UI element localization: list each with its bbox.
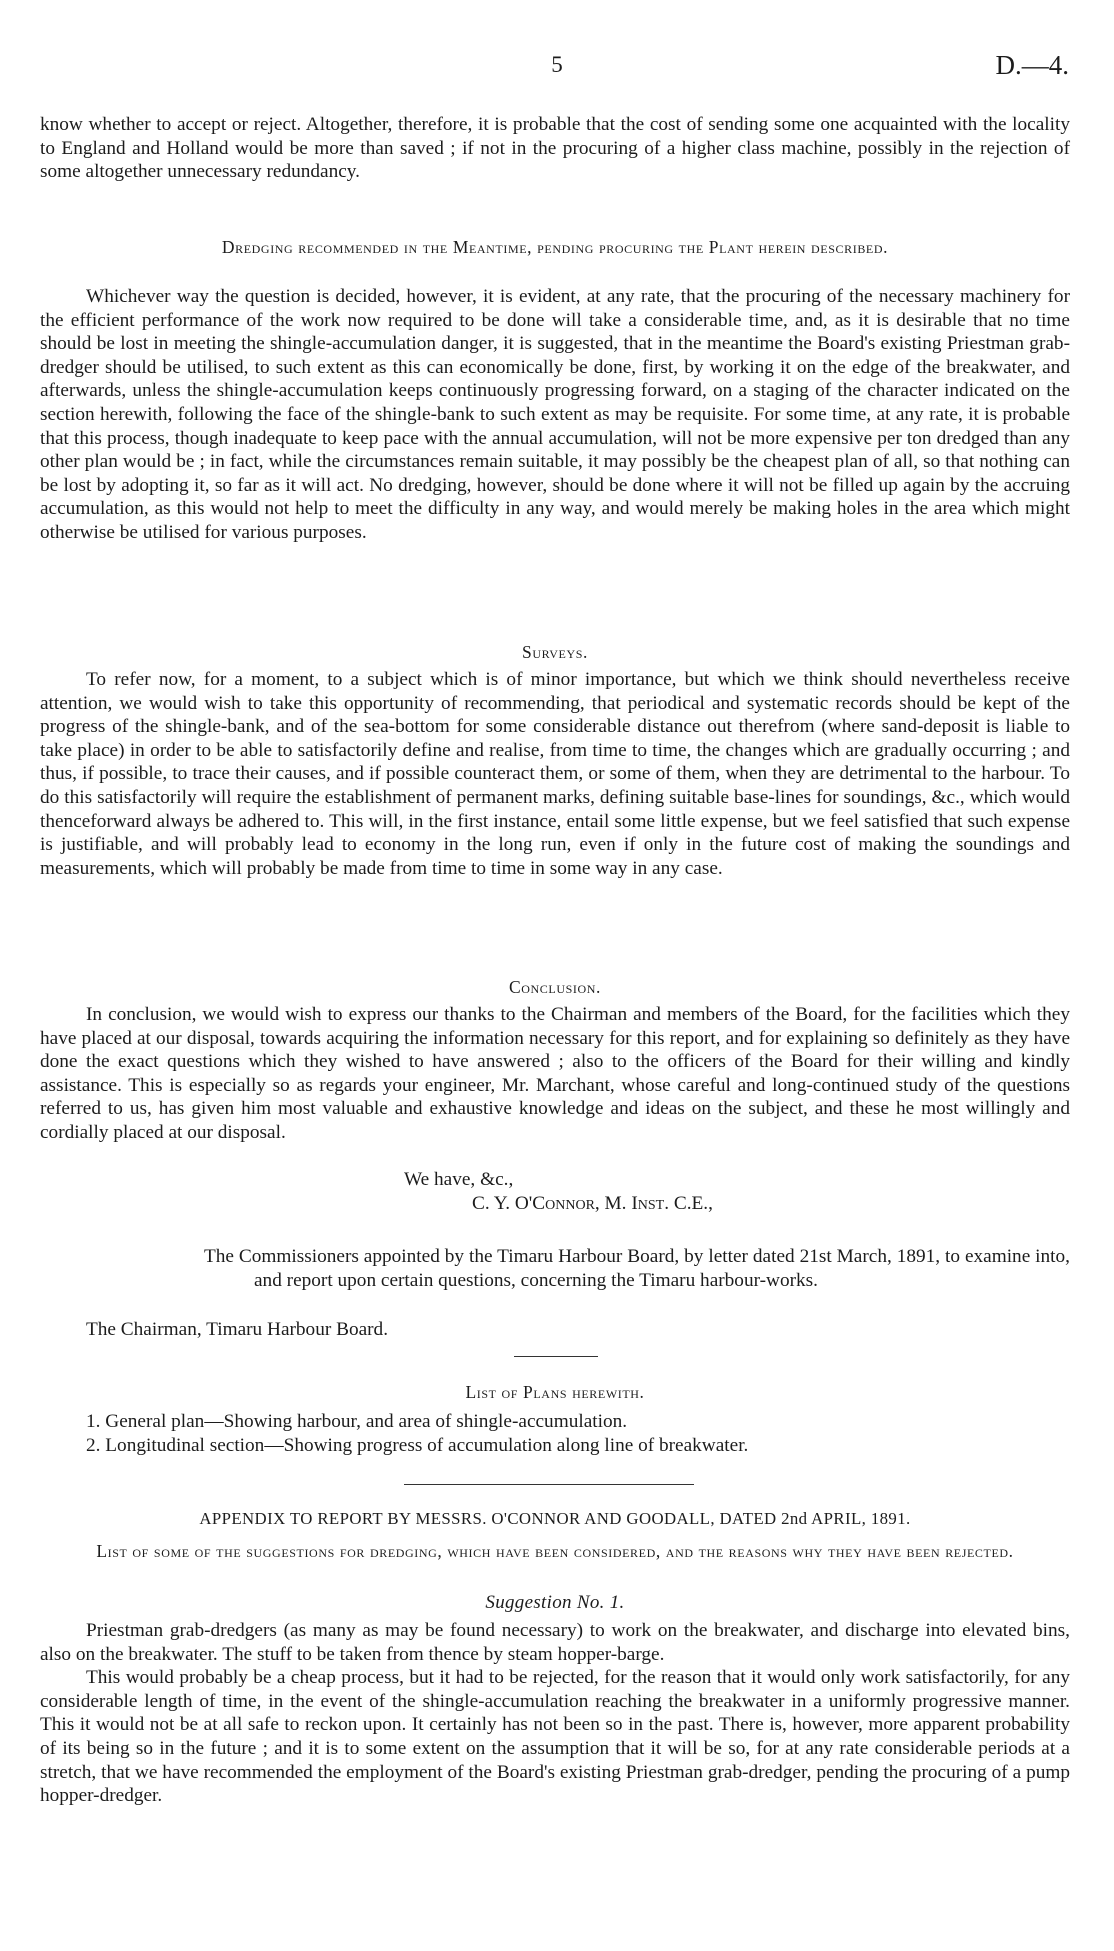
intro-paragraph: know whether to accept or reject. Altogether, therefore, it is probable that the cost of sending some one acquainted with the locality to England and Holland would be more than saved ; if not in the procuring of a higher class machine, possibly in the rejection of some altogether unnecessary redundancy.: [40, 114, 1070, 183]
addressee-commissioners: The Commissioners appointed by the Timaru Harbour Board, by letter dated 21st March, 1891, to examine into, and report upon certain questions, concerning the Timaru harbour-works.: [204, 1246, 1070, 1291]
short-divider: [514, 1356, 598, 1357]
document-reference: D.—4.: [995, 50, 1069, 80]
addressee-block: [204, 1245, 1070, 1292]
plans-list: [86, 1410, 1076, 1457]
surveys-section: [40, 641, 1070, 663]
surveys-body: [40, 668, 1070, 880]
plan-item: 1. General plan—Showing harbour, and area of shingle-accumulation.: [86, 1411, 628, 1432]
appendix-subtitle: List of some of the suggestions for dredging, which have been considered, and the reasons why they have been rejected.: [96, 1541, 1014, 1561]
appendix-section: [40, 1508, 1070, 1530]
suggestion-heading: Suggestion No. 1.: [485, 1592, 625, 1613]
conclusion-section: [40, 976, 1070, 998]
appendix-subtitle-block: [40, 1540, 1070, 1562]
signatory: C. Y. O'Connor, M. Inst. C.E.,: [472, 1193, 713, 1214]
dredging-heading: Dredging recommended in the Meantime, pending procuring the Plant herein described.: [221, 237, 889, 257]
long-divider: [404, 1484, 694, 1485]
plans-heading: List of Plans herewith.: [465, 1382, 645, 1402]
dredging-section: [40, 236, 1070, 258]
suggestion-heading-block: [40, 1592, 1070, 1614]
suggestion-paragraph: This would probably be a cheap process, but it had to be rejected, for the reason that it would only work satisfactorily, for any considerable length of time, in the event of the shingle-accumulation reaching the breakwater in a uniformly progressive manner. This it would not be at all safe to reckon upon. It certainly has not been so in the past. There is, however, more apparent probability of its being so in the future ; and it is to some extent on the assumption that it will be so, for at any rate considerable periods at a stretch, that we have recommended the employment of the Board's existing Priestman grab-dredger, pending the procuring of a pump hopper-dredger.: [40, 1667, 1070, 1807]
conclusion-body: [40, 1003, 1070, 1145]
plans-section: [40, 1381, 1070, 1403]
suggestion-body: [40, 1619, 1070, 1808]
conclusion-heading: Conclusion.: [509, 977, 601, 997]
surveys-heading: Surveys.: [522, 642, 588, 662]
intro-paragraph-block: [40, 113, 1070, 184]
plan-item: 2. Longitudinal section—Showing progress of accumulation along line of breakwater.: [86, 1434, 749, 1456]
conclusion-paragraph: In conclusion, we would wish to express our thanks to the Chairman and members of the Board, for the facilities which they have placed at our disposal, towards acquiring the information necessary for this report, and for explaining so definitely as they have done the exact questions which they wished to have answered ; also to the officers of the Board for their willing and kindly assistance. This is especially so as regards your engineer, Mr. Marchant, whose careful and long-continued study of the questions referred to us, has given him most valuable and exhaustive knowledge and ideas on the subject, and these he most willingly and cordially placed at our disposal.: [40, 1004, 1070, 1143]
suggestion-paragraph: Priestman grab-dredgers (as many as may be found necessary) to work on the breakwater, and discharge into elevated bins, also on the breakwater. The stuff to be taken from thence by steam hopper-barge.: [40, 1620, 1070, 1665]
dredging-body: [40, 285, 1070, 545]
salutation: We have, &c.,: [404, 1169, 514, 1190]
page-number: 5: [551, 52, 563, 77]
addressee-chairman: The Chairman, Timaru Harbour Board.: [86, 1319, 389, 1340]
appendix-title: APPENDIX TO REPORT BY MESSRS. O'CONNOR AND GOODALL, DATED 2nd APRIL, 1891.: [199, 1509, 911, 1528]
surveys-paragraph: To refer now, for a moment, to a subject which is of minor importance, but which we think should nevertheless receive attention, we would wish to take this opportunity of recommending, that periodical and systematic records should be kept of the progress of the shingle-bank, and of the sea-bottom for some considerable distance out therefrom (where sand-deposit is liable to take place) in order to be able to satisfactorily define and realise, from time to time, the changes which are gradually occurring ; and thus, if possible, to trace their causes, and if possible counteract them, or some of them, when they are detrimental to the harbour. To do this satisfactorily will require the establishment of permanent marks, defining suitable base-lines for soundings, &c., which would thenceforward always be adhered to. This will, in the first instance, entail some little expense, but we feel satisfied that such expense is justifiable, and will probably lead to economy in the long run, even if only in the future cost of making the soundings and measurements, which will probably be made from time to time in some way in any case.: [40, 669, 1070, 879]
dredging-paragraph: Whichever way the question is decided, however, it is evident, at any rate, that the procuring of the necessary machinery for the efficient performance of the work now required to be done will take a considerable time, and, as it is desirable that no time should be lost in meeting the shingle-accumulation danger, it is suggested, that in the meantime the Board's existing Priestman grab-dredger should be utilised, to such extent as this can economically be done, first, by working it on the edge of the breakwater, and afterwards, unless the shingle-accumulation keeps continuously progressing forward, on a staging of the character indicated on the section herewith, following the face of the shingle-bank to such extent as may be requisite. For some time, at any rate, it is probable that this process, though inadequate to keep pace with the annual accumulation, will not be more expensive per ton dredged than any other plan would be ; in fact, while the circumstances remain suitable, it may possibly be the cheapest plan of all, so that nothing can be lost by adopting it, so far as it will act. No dredging, however, should be done where it will not be filled up again by the accruing accumulation, as this would not help to meet the difficulty in any way, and would merely be making holes in the area which might otherwise be utilised for various purposes.: [40, 286, 1070, 543]
